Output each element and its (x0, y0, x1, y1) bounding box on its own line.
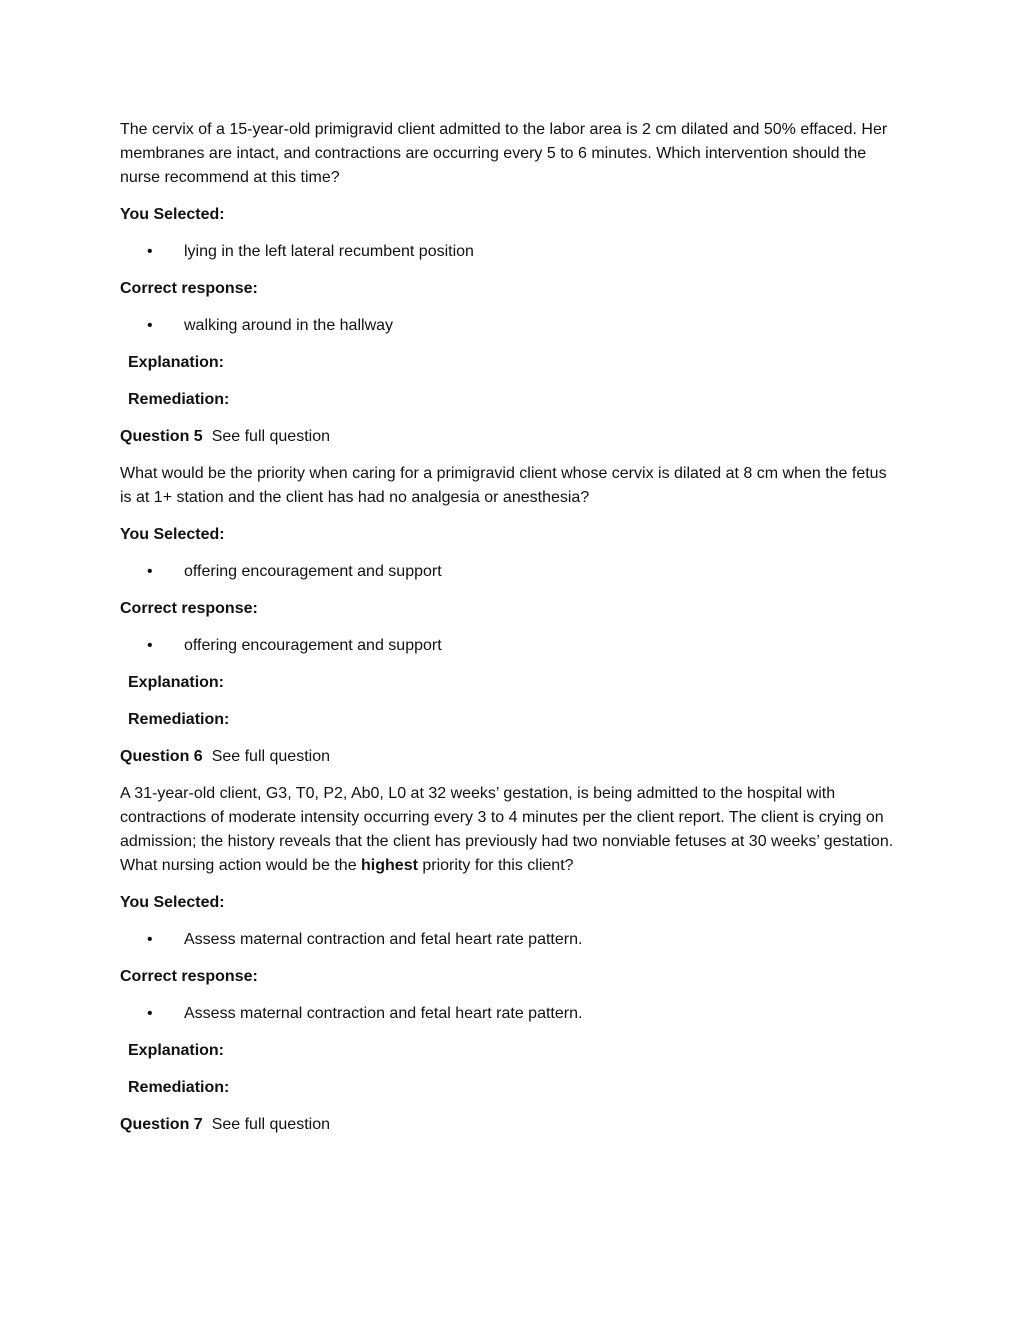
document-page (120, 118, 900, 1150)
remediation-label: Remediation: (128, 1079, 230, 1096)
question-5-text: What would be the priority when caring for a primigravid client whose cervix is dilated at 8 cm when the fetus is at 1+ station and the client has had no analgesia or anesthesia? (120, 465, 887, 506)
bullet-icon: • (147, 243, 153, 260)
emphasis-text: highest (361, 857, 418, 874)
question-6-text (120, 782, 900, 878)
correct-response-answer (120, 1002, 900, 1026)
answer-text: Assess maternal contraction and fetal heart rate pattern. (184, 931, 583, 948)
correct-response-answer (120, 314, 900, 338)
you-selected-label: You Selected: (120, 526, 225, 543)
you-selected-answer (120, 560, 900, 584)
question-text-part: A 31-year-old client, G3, T0, P2, Ab0, L0 at 32 weeks’ gestation, is being admitted to the hospital with contractions of moderate intensity occurring every 3 to 4 minutes per the client report. The client is crying on admission; the history reveals that the client has previously had two nonviable fetuses at 30 weeks’ gestation. What nursing action would be the (120, 785, 894, 874)
answer-text: lying in the left lateral recumbent position (184, 243, 474, 260)
you-selected-label: You Selected: (120, 206, 225, 223)
remediation-label: Remediation: (128, 711, 230, 728)
correct-response-label: Correct response: (120, 600, 258, 617)
question-4-text: The cervix of a 15-year-old primigravid client admitted to the labor area is 2 cm dilated and 50% effaced. Her membranes are intact, and contractions are occurring every 5 to 6 minutes. Which intervention should the nurse recommend at this time? (120, 121, 888, 186)
remediation-label: Remediation: (128, 391, 230, 408)
see-full-question-link[interactable]: See full question (211, 748, 330, 765)
correct-response-label: Correct response: (120, 968, 258, 985)
answer-text: Assess maternal contraction and fetal heart rate pattern. (184, 1005, 583, 1022)
bullet-icon: • (147, 1005, 153, 1022)
answer-text: offering encouragement and support (184, 637, 442, 654)
correct-response-label: Correct response: (120, 280, 258, 297)
explanation-label: Explanation: (128, 674, 225, 691)
question-number: Question 6 (120, 748, 203, 765)
you-selected-answer (120, 240, 900, 264)
answer-text: offering encouragement and support (184, 563, 442, 580)
question-number: Question 7 (120, 1116, 203, 1133)
bullet-icon: • (147, 637, 153, 654)
question-7-header (120, 1113, 900, 1137)
you-selected-label: You Selected: (120, 894, 225, 911)
bullet-icon: • (147, 931, 153, 948)
correct-response-answer (120, 634, 900, 658)
explanation-label: Explanation: (128, 354, 225, 371)
answer-text: walking around in the hallway (184, 317, 394, 334)
see-full-question-link[interactable]: See full question (211, 1116, 330, 1133)
question-6-header (120, 745, 900, 769)
see-full-question-link[interactable]: See full question (211, 428, 330, 445)
you-selected-answer (120, 928, 900, 952)
question-text-part: priority for this client? (417, 857, 574, 874)
bullet-icon: • (147, 317, 153, 334)
explanation-label: Explanation: (128, 1042, 225, 1059)
question-5-header (120, 425, 900, 449)
bullet-icon: • (147, 563, 153, 580)
question-number: Question 5 (120, 428, 203, 445)
